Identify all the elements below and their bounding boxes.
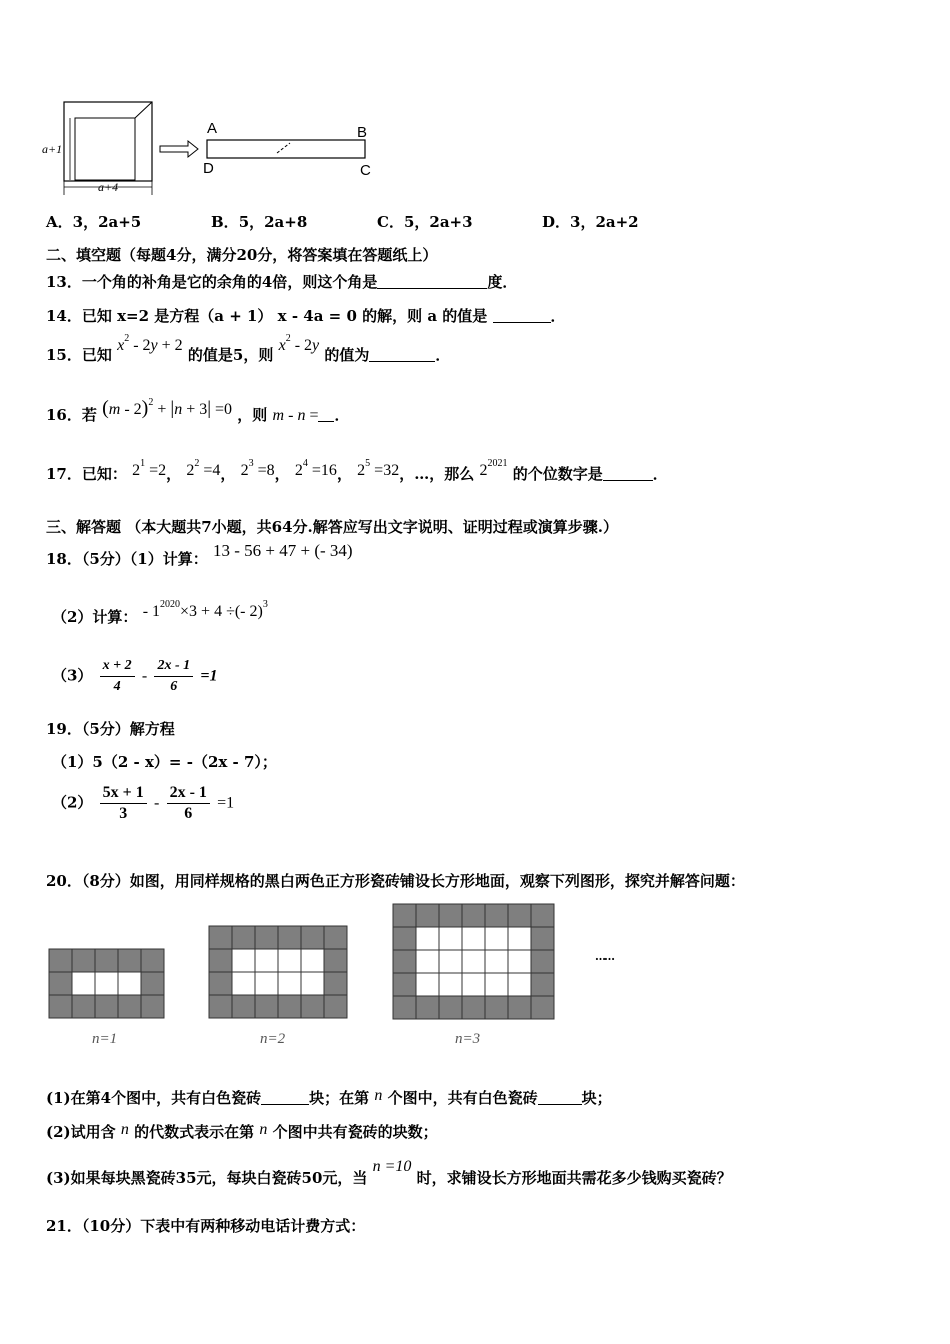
- black-tile: [324, 926, 347, 949]
- black-tile: [393, 996, 416, 1019]
- question20-sub1: (1)在第4个图中，共有白色瓷砖 块；在第 n 个图中，共有白色瓷砖 块；: [46, 1087, 612, 1107]
- black-tile: [232, 995, 255, 1018]
- black-tile: [393, 973, 416, 996]
- black-tile: [531, 950, 554, 973]
- black-tile: [508, 904, 531, 927]
- white-tile: [485, 973, 508, 996]
- corner-c: C: [360, 162, 371, 179]
- black-tile: [232, 926, 255, 949]
- black-tile: [118, 949, 141, 972]
- continuation-dots: ……: [595, 950, 613, 963]
- black-tile: [508, 996, 531, 1019]
- black-tile: [301, 926, 324, 949]
- black-tile: [439, 904, 462, 927]
- black-tile: [118, 995, 141, 1018]
- white-tile: [255, 949, 278, 972]
- question20-sub3: (3)如果每块黑瓷砖35元，每块白瓷砖50元，当 n =10 时，求铺设长方形地面共需花多少钱购买瓷砖？: [46, 1158, 732, 1187]
- white-tile: [462, 950, 485, 973]
- white-tile: [118, 972, 141, 995]
- black-tile: [462, 996, 485, 1019]
- black-tile: [278, 995, 301, 1018]
- section3-title: 三、解答题 （本大题共7小题，共64分.解答应写出文字说明、证明过程或演算步骤.）: [46, 518, 618, 536]
- black-tile: [531, 973, 554, 996]
- black-tile: [209, 995, 232, 1018]
- white-tile: [301, 949, 324, 972]
- black-tile: [439, 996, 462, 1019]
- black-tile: [485, 904, 508, 927]
- black-tile: [49, 949, 72, 972]
- black-tile: [209, 972, 232, 995]
- white-tile: [232, 949, 255, 972]
- question19-title: 19．（5分）解方程: [46, 720, 175, 738]
- black-tile: [393, 950, 416, 973]
- question20-title: 20．（8分）如图，用同样规格的黑白两色正方形瓷砖铺设长方形地面，观察下列图形，探究并解答问题：: [46, 872, 745, 890]
- white-tile: [485, 927, 508, 950]
- white-tile: [95, 972, 118, 995]
- black-tile: [324, 949, 347, 972]
- question12-figure: [40, 95, 390, 200]
- white-tile: [462, 927, 485, 950]
- black-tile: [531, 996, 554, 1019]
- black-tile: [416, 904, 439, 927]
- corner-b: B: [357, 124, 368, 141]
- white-tile: [416, 927, 439, 950]
- figure-label-n1: n=1: [92, 1031, 118, 1047]
- question16: 16．若 (m - 2)$^2$ + |n + 3| =0 ，则 m - n = ．: [46, 397, 350, 424]
- white-tile: [278, 972, 301, 995]
- white-tile: [462, 973, 485, 996]
- question19-part1: （1）5（2 - x）= -（2x - 7）；: [52, 753, 277, 771]
- question17: 17．已知： $2^1 =2$， $2^2 =4$， $2^3 =8$， $2^4 =16$， $2^5 =32$，…，那么 $2^{2021}$ 的个位数字是 ．: [46, 458, 668, 483]
- black-tile: [72, 995, 95, 1018]
- black-tile: [462, 904, 485, 927]
- white-tile: [301, 972, 324, 995]
- black-tile: [141, 949, 164, 972]
- white-tile: [439, 927, 462, 950]
- black-tile: [141, 995, 164, 1018]
- option-c: C．5，2a+3: [377, 213, 473, 231]
- option-a: A．3，2a+5: [46, 213, 142, 231]
- black-tile: [49, 972, 72, 995]
- tile-figure-n2: [208, 925, 349, 1020]
- black-tile: [255, 926, 278, 949]
- black-tile: [531, 904, 554, 927]
- black-tile: [531, 927, 554, 950]
- black-tile: [95, 995, 118, 1018]
- white-tile: [508, 973, 531, 996]
- question19-part2: （2） $\frac{5x + 1}{3}$ - $\frac{2x - 1}{6}$ =1: [52, 784, 235, 822]
- option-d: D．3，2a+2: [542, 213, 639, 231]
- black-tile: [416, 996, 439, 1019]
- tile-figure-n1: [48, 948, 166, 1020]
- side-label: a+1: [42, 142, 63, 156]
- question18-part3: （3） $\frac{x + 2}{4}$ - $\frac{2x - 1}{6}$ =1: [52, 658, 218, 694]
- figure-label-n3: n=3: [455, 1031, 481, 1047]
- white-tile: [416, 950, 439, 973]
- option-b: B．5，2a+8: [211, 213, 308, 231]
- black-tile: [255, 995, 278, 1018]
- white-tile: [439, 950, 462, 973]
- black-tile: [324, 995, 347, 1018]
- question14: 14．已知 x=2 是方程（a + 1） x - 4a = 0 的解，则 a 的值是 ．: [46, 307, 566, 325]
- white-tile: [416, 973, 439, 996]
- black-tile: [209, 926, 232, 949]
- question21-title: 21．（10分）下表中有两种移动电话计费方式：: [46, 1217, 366, 1235]
- black-tile: [49, 995, 72, 1018]
- black-tile: [141, 972, 164, 995]
- black-tile: [209, 949, 232, 972]
- white-tile: [508, 950, 531, 973]
- question20-sub2: (2)试用含 n 的代数式表示在第 n 个图中共有瓷砖的块数；: [46, 1121, 438, 1141]
- white-tile: [255, 972, 278, 995]
- question13: 13．一个角的补角是它的余角的4倍，则这个角是 度．: [46, 273, 518, 291]
- white-tile: [232, 972, 255, 995]
- black-tile: [301, 995, 324, 1018]
- corner-d: D: [203, 160, 214, 177]
- bottom-label: a+4: [98, 180, 119, 194]
- corner-a: A: [207, 120, 218, 137]
- white-tile: [508, 927, 531, 950]
- question18-part2: （2）计算： - $1^{2020}\times 3 + 4$ ÷(- 2)$^3$: [52, 599, 268, 626]
- section2-title: 二、填空题（每题4分，满分20分，将答案填在答题纸上）: [46, 246, 438, 264]
- white-tile: [485, 950, 508, 973]
- black-tile: [72, 949, 95, 972]
- figure-label-n2: n=2: [260, 1031, 286, 1047]
- black-tile: [278, 926, 301, 949]
- strip-rectangle: [207, 140, 365, 158]
- white-tile: [439, 973, 462, 996]
- black-tile: [324, 972, 347, 995]
- question15: 15．已知 $x^2 - 2y + 2$ 的值是5，则 $x^2 - 2y$ 的值为 ．: [46, 333, 451, 364]
- white-tile: [72, 972, 95, 995]
- arrow-icon: [160, 141, 198, 157]
- white-tile: [278, 949, 301, 972]
- black-tile: [95, 949, 118, 972]
- black-tile: [393, 904, 416, 927]
- black-tile: [393, 927, 416, 950]
- black-tile: [485, 996, 508, 1019]
- tile-figure-n3: [392, 903, 556, 1021]
- question18-part1: 18．（5分）（1）计算： 13 - 56 + 47 + (- 34): [46, 541, 353, 568]
